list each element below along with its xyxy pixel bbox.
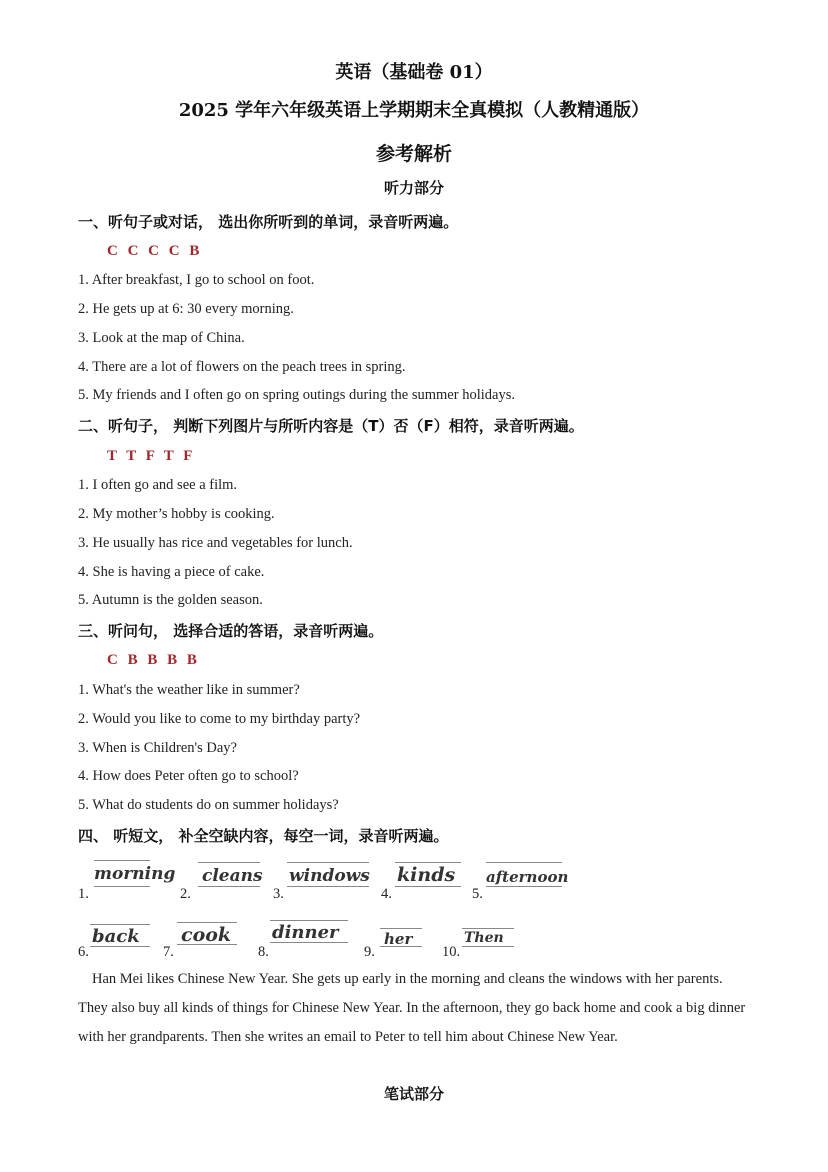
list-item: 3. When is Children's Day? [78, 740, 237, 756]
document-label: 参考解析 [375, 143, 452, 165]
exam-subtitle: 2025 学年六年级英语上学期期末全真模拟（人教精通版） [178, 100, 650, 121]
list-item: 1. What's the weather like in summer? [78, 682, 300, 698]
list-item: 2. My mother’s hobby is cooking. [78, 506, 275, 522]
section2-heading: 二、听句子， 判断下列图片与所听内容是（T）否（F）相符，录音听两遍。 [78, 417, 584, 435]
section1-heading: 一、听句子或对话， 选出你所听到的单词，录音听两遍。 [78, 213, 459, 231]
section2-answers: T T F T F [107, 448, 196, 464]
section4-heading: 四、 听短文， 补全空缺内容，每空一词，录音听两遍。 [78, 827, 449, 845]
list-item: 5. Autumn is the golden season. [78, 592, 263, 608]
listening-passage: Han Mei likes Chinese New Year. She gets up early in the morning and cleans the windows with her parents. They also buy all kinds of things for Chinese New Year. In the afternoon, they go back home and cook a big dinner with her grandparents. Then she writes an email to Peter to tell him about Chinese New Year. [78, 971, 746, 1045]
list-item: 4. There are a lot of flowers on the peach trees in spring. [78, 359, 406, 375]
list-item: 4. She is having a piece of cake. [78, 564, 265, 580]
answer-key-page: 英语（基础卷 01） 2025 学年六年级英语上学期期末全真模拟（人教精通版） 参考解析 听力部分 一、听句子或对话， 选出你所听到的单词，录音听两遍。 C C C C B 1. After breakfast, I go to school on foot. 2. He gets up at 6: 30 every morning. 3. Look at the map of China. 4. There are a lot of flowers on the peach trees in spring. 5. My friends and I often go on spring outings during the summer holidays. 二、听句子， 判断下列图片与所听内容是（T）否（F）相符，录音听两遍。 T T F T F 1. I often go and see a film. 2. My mother’s hobby is cooking. 3. He usually has rice and vegetables for lunch. 4. She is having a piece of cake. 5. Autumn is the golden season. 三、听问句， 选择合适的答语，录音听两遍。 C B B B B 1. What's the weather like in summer? 2. Would you like to come to my birthday party? 3. When is Children's Day? 4. How does Peter often go to school? 5. What do students do on summer holidays? 四、 听短文， 补全空缺内容，每空一词，录音听两遍。 1. morning 2. cleans 3. windows 4. kinds 5. afternoon 6. back 7. cook 8. dinner 9. her 10. Then Han Mei likes Chinese New Year. She gets up early in the morning and cleans the windows with her parents. They also buy all kinds of things for Chinese New Year. In the afternoon, they go back home and cook a big dinner with her grandparents. Then she writes an email to Peter to tell him about Chinese New Year. 笔试部分 [0, 0, 828, 1172]
list-item: 4. How does Peter often go to school? [78, 768, 299, 784]
exam-title: 英语（基础卷 01） [335, 62, 493, 83]
list-item: 2. He gets up at 6: 30 every morning. [78, 301, 294, 317]
listening-part-heading: 听力部分 [383, 179, 444, 197]
list-item: 5. My friends and I often go on spring outings during the summer holidays. [78, 387, 515, 403]
writing-part-heading: 笔试部分 [383, 1085, 444, 1103]
list-item: 1. I often go and see a film. [78, 477, 238, 493]
list-item: 3. Look at the map of China. [78, 330, 245, 346]
list-item: 1. After breakfast, I go to school on foot. [78, 272, 315, 288]
section3-heading: 三、听问句， 选择合适的答语，录音听两遍。 [78, 622, 384, 640]
list-item: 2. Would you like to come to my birthday party? [78, 711, 361, 727]
section1-answers: C C C C B [107, 243, 203, 259]
list-item: 5. What do students do on summer holidays? [78, 797, 339, 813]
section3-answers: C B B B B [107, 652, 200, 668]
list-item: 3. He usually has rice and vegetables for lunch. [78, 535, 353, 551]
